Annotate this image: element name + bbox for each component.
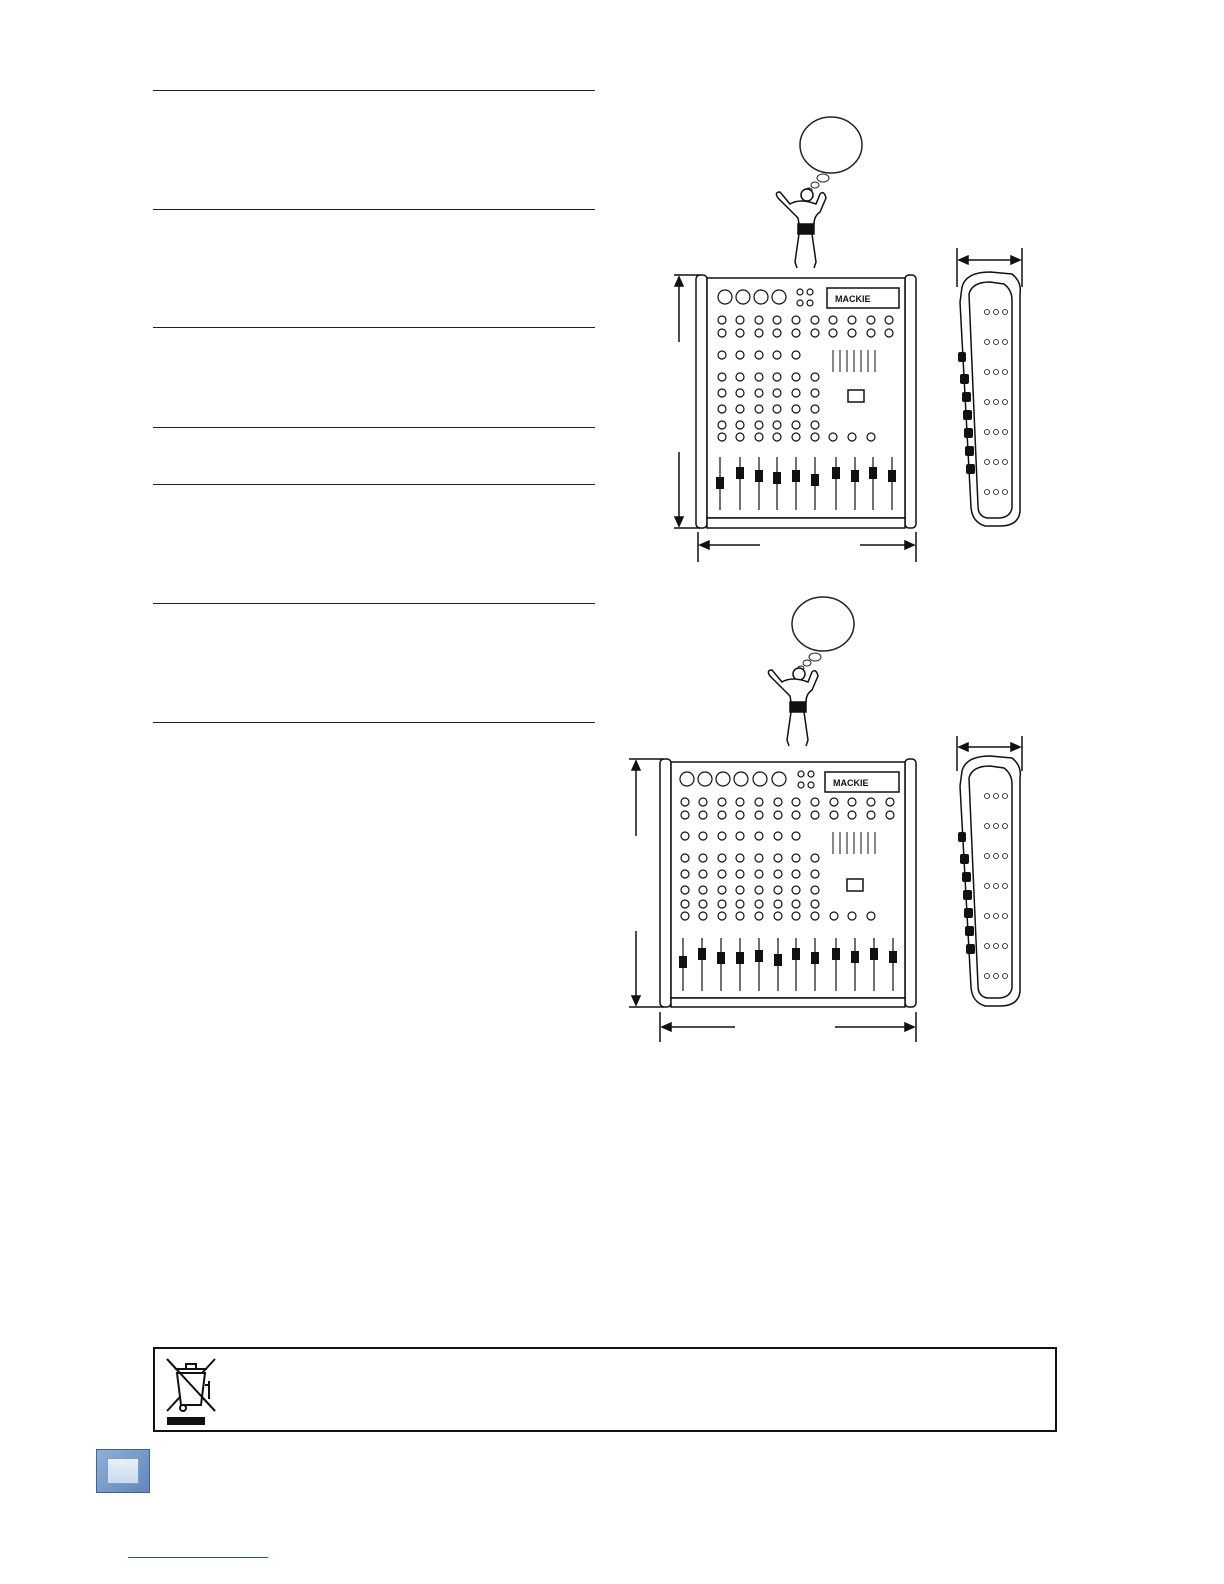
width-dimension [660,1012,916,1042]
mixer-figure-bottom [625,596,1035,1046]
width-dimension [698,532,916,562]
strongman-icon [768,668,818,746]
svg-text:MACKIE: MACKIE [835,294,871,304]
mixer-figure-top [660,112,1030,567]
crossed-out-wheelie-bin-icon [163,1355,219,1427]
mixer-side-view [958,756,1020,1006]
page-number [107,1458,139,1484]
svg-text:MACKIE: MACKIE [833,778,869,788]
strongman-icon [776,189,826,268]
disposal-notice-box [153,1347,1057,1432]
mixer-side-view [958,272,1020,526]
mixer-front-view [660,759,916,1007]
section-rule [153,722,595,723]
footer-link-underline[interactable] [128,1557,268,1558]
section-rule [153,209,595,210]
page-number-tab [96,1449,150,1493]
section-rule [153,484,595,485]
section-rule [153,327,595,328]
thought-bubble [792,597,854,651]
thought-bubble [800,117,862,173]
height-dimension [629,759,664,1007]
section-rule [153,427,595,428]
section-rule [153,90,595,91]
section-rule [153,603,595,604]
mixer-front-view [696,275,916,528]
